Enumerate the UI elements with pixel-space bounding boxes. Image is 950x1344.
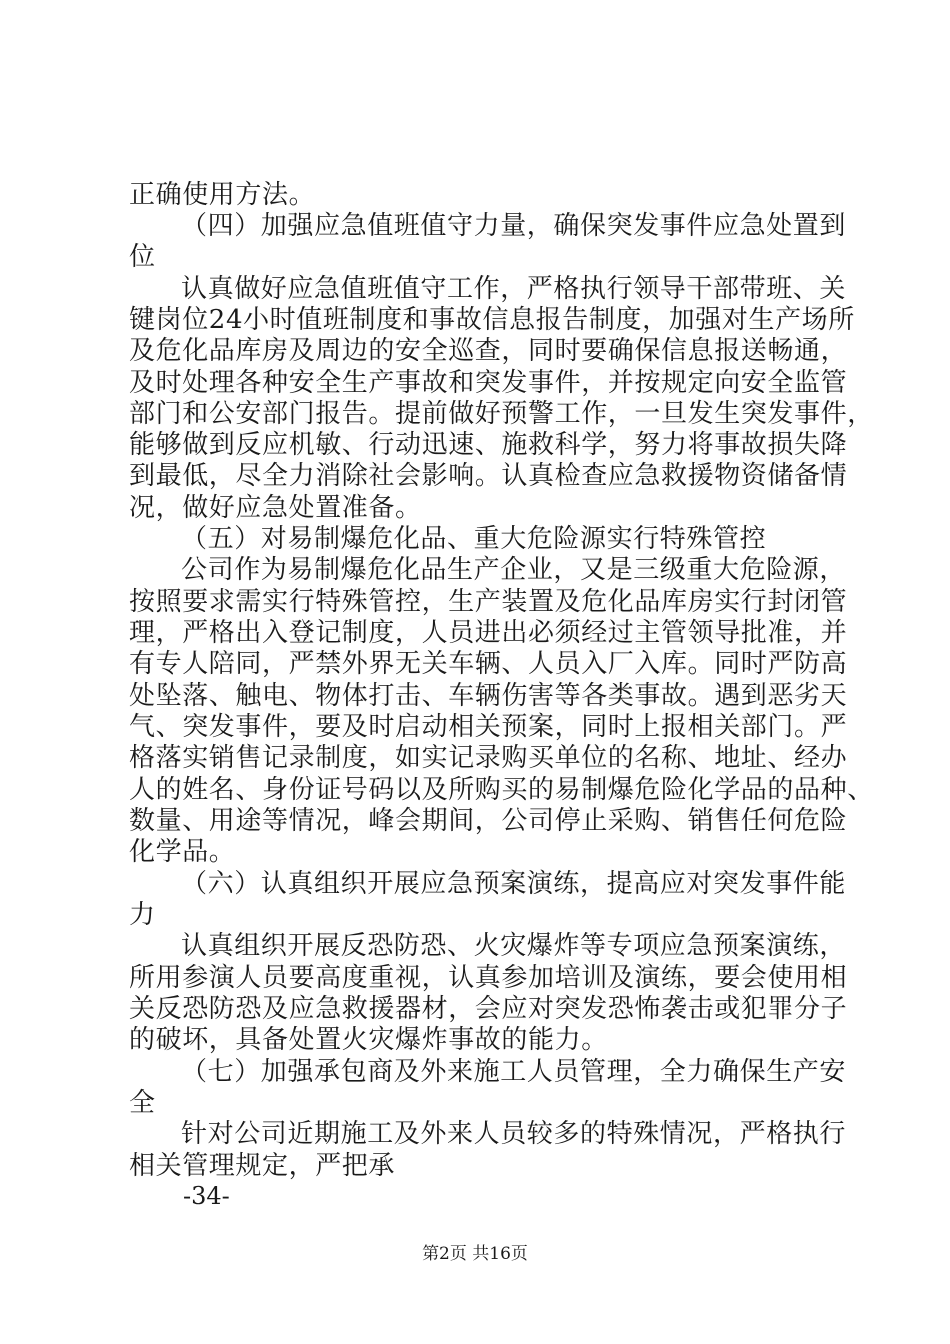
text-line: 认真做好应急值班值守工作，严格执行领导干部带班、关 [181, 274, 847, 304]
section-heading-continued: 位 [129, 242, 156, 272]
text-line: 按照要求需实行特殊管控，生产装置及危化品库房实行封闭管 [129, 587, 848, 617]
text-line: 键岗位24小时值班制度和事故信息报告制度，加强对生产场所 [129, 305, 855, 335]
text-line: 相关管理规定，严把承 [129, 1151, 396, 1181]
text-line: 人的姓名、身份证号码以及所购买的易制爆危险化学品的品种、 [129, 775, 874, 805]
text-line: 认真组织开展反恐防恐、火灾爆炸等专项应急预案演练， [181, 931, 847, 961]
section-heading: （六）认真组织开展应急预案演练，提高应对突发事件能 [181, 869, 847, 899]
text-line: 所用参演人员要高度重视，认真参加培训及演练，要会使用相 [129, 963, 848, 993]
text-line: 公司作为易制爆危化品生产企业，又是三级重大危险源， [181, 555, 847, 585]
page-code: -34- [183, 1182, 230, 1210]
text-line: 关反恐防恐及应急救援器材，会应对突发恐怖袭击或犯罪分子 [129, 994, 848, 1024]
text-line: 针对公司近期施工及外来人员较多的特殊情况，严格执行 [181, 1119, 847, 1149]
text-line: 正确使用方法。 [129, 180, 316, 210]
section-heading-continued: 力 [129, 900, 156, 930]
section-heading: （四）加强应急值班值守力量，确保突发事件应急处置到 [181, 211, 847, 241]
section-heading: （七）加强承包商及外来施工人员管理，全力确保生产安 [181, 1057, 847, 1087]
text-line: 能够做到反应机敏、行动迅速、施救科学，努力将事故损失降 [129, 430, 848, 460]
section-heading: （五）对易制爆危化品、重大危险源实行特殊管控 [181, 524, 767, 554]
text-line: 的破坏，具备处置火灾爆炸事故的能力。 [129, 1025, 608, 1055]
text-line: 理，严格出入登记制度，人员进出必须经过主管领导批准，并 [129, 618, 848, 648]
section-heading-continued: 全 [129, 1088, 156, 1118]
page-footer: 第2页 共16页 [422, 1244, 528, 1264]
text-line: 到最低，尽全力消除社会影响。认真检查应急救援物资储备情 [129, 461, 848, 491]
text-line: 况，做好应急处置准备。 [129, 493, 422, 523]
text-line: 气、突发事件，要及时启动相关预案，同时上报相关部门。严 [129, 712, 848, 742]
text-line: 化学品。 [129, 837, 236, 867]
text-line: 数量、用途等情况，峰会期间，公司停止采购、销售任何危险 [129, 806, 848, 836]
text-line: 部门和公安部门报告。提前做好预警工作，一旦发生突发事件， [129, 399, 874, 429]
text-line: 处坠落、触电、物体打击、车辆伤害等各类事故。遇到恶劣天 [129, 681, 848, 711]
text-line: 及危化品库房及周边的安全巡查，同时要确保信息报送畅通， [129, 336, 848, 366]
text-line: 有专人陪同，严禁外界无关车辆、人员入厂入库。同时严防高 [129, 649, 848, 679]
text-line: 格落实销售记录制度，如实记录购买单位的名称、地址、经办 [129, 743, 848, 773]
text-line: 及时处理各种安全生产事故和突发事件，并按规定向安全监管 [129, 368, 848, 398]
